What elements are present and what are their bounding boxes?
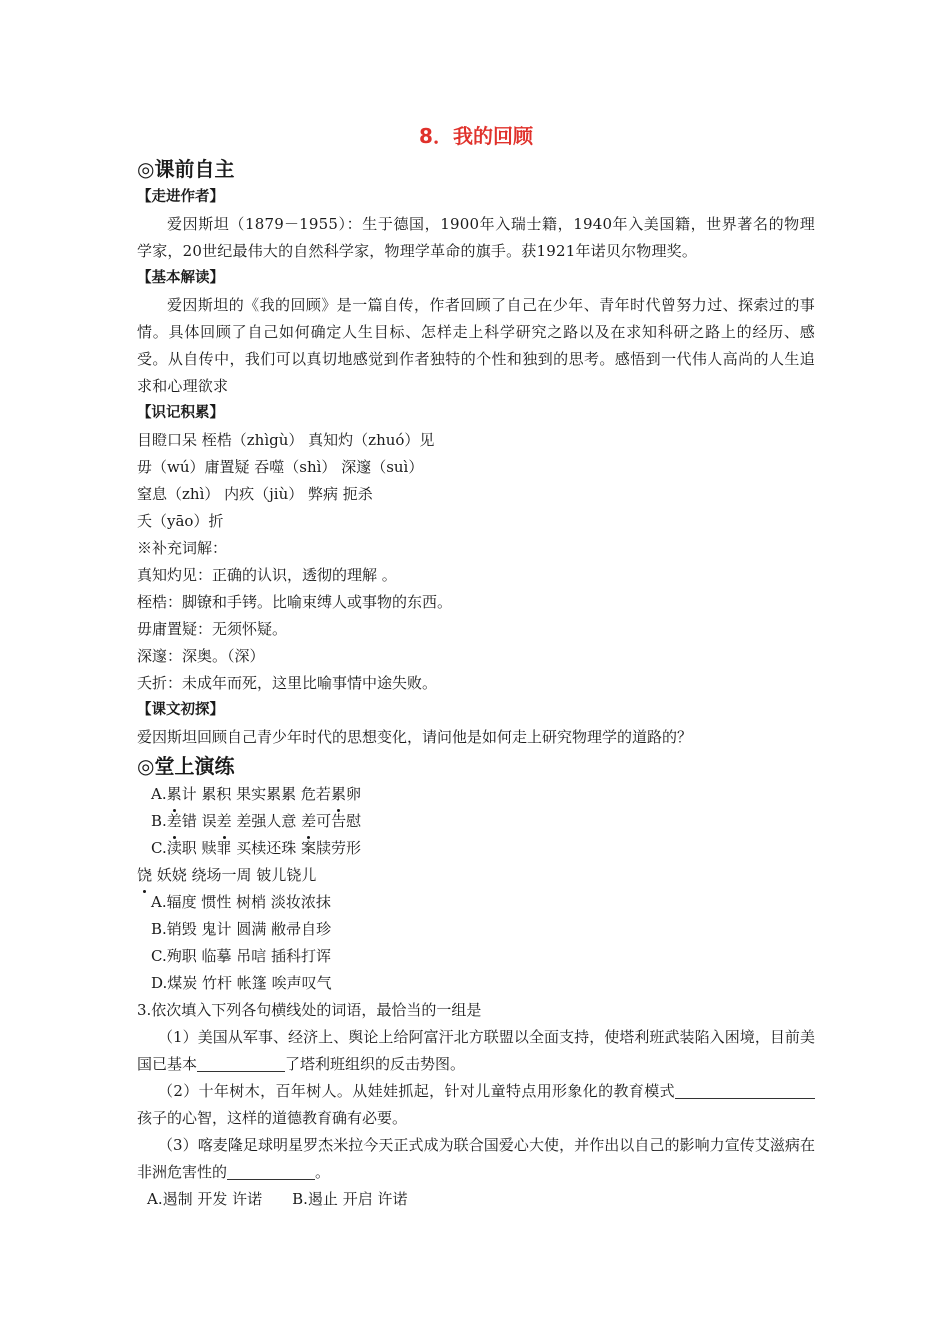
vocab-line: 目瞪口呆 桎梏（zhìgù） 真知灼（zhuó）见 xyxy=(137,431,435,449)
reading-heading: 【基本解读】 xyxy=(137,270,224,286)
document-page xyxy=(137,118,815,1213)
section-pre-class: ◎课前自主 xyxy=(137,157,235,181)
fill-blank xyxy=(197,1053,285,1072)
explore-heading: 【课文初探】 xyxy=(137,702,224,718)
vocab-definition: 毋庸置疑：无须怀疑。 xyxy=(137,620,288,638)
document-title: 8．我的回顾 xyxy=(419,124,533,148)
vocab-definition: 深邃：深奥。（深） xyxy=(137,647,265,665)
vocab-heading: 【识记积累】 xyxy=(137,405,224,421)
fill-blank xyxy=(769,1080,815,1099)
dotted-char: 饶 xyxy=(137,862,152,889)
q2-option-d: D.煤炭 竹杆 帐篷 唉声叹气 xyxy=(151,974,332,992)
q2-option-a: A.辐度 惯性 树梢 淡妆浓抹 xyxy=(151,893,331,911)
q2-option-b: B.销毁 鬼计 圆满 敝帚自珍 xyxy=(151,920,332,938)
q3-sentence-3: （3）喀麦隆足球明星罗杰米拉今天正式成为联合国爱心大使，并作出以自己的影响力宣传艾滋病在非洲危害性的 。 xyxy=(137,1136,815,1181)
q1-option-b: B.差错 误差 差强人意 差可告慰 xyxy=(137,808,815,835)
explore-question: 爱因斯坦回顾自己青少年时代的思想变化，请问他是如何走上研究物理学的道路的？ xyxy=(137,728,693,746)
vocab-line: 窒息（zhì） 内疚（jiù） 弊病 扼杀 xyxy=(137,485,373,503)
q1-option-a: A.累计 累积 果实累累 危若累卵 xyxy=(137,781,815,808)
dotted-char: 累 xyxy=(331,781,346,808)
dotted-char: 差 xyxy=(301,808,316,835)
dotted-char: 差 xyxy=(167,808,182,835)
q2-option-c: C.殉职 临摹 吊唁 插科打诨 xyxy=(151,947,332,965)
vocab-line: 夭（yāo）折 xyxy=(137,512,224,530)
q3-options: A.遏制 开发 许诺 B.遏止 开启 许诺 xyxy=(147,1190,408,1208)
dotted-char: 差 xyxy=(217,808,232,835)
q3-sentence-2: （2）十年树木，百年树人。从娃娃抓起，针对儿童特点用形象化的教育模式孩子的心智，这样的道德教育确有必要。 xyxy=(137,1078,815,1132)
vocab-note-heading: ※补充词解： xyxy=(137,539,228,557)
q1-option-c: C.渎职 赎罪 买椟还珠 案牍劳形 xyxy=(151,839,362,857)
fill-blank xyxy=(675,1080,769,1099)
vocab-line: 毋（wú）庸置疑 吞噬（shì） 深邃（suì） xyxy=(137,458,424,476)
fill-blank xyxy=(227,1161,315,1180)
vocab-definition: 夭折：未成年而死，这里比喻事情中途失败。 xyxy=(137,674,438,692)
section-in-class: ◎堂上演练 xyxy=(137,754,235,778)
author-heading: 【走进作者】 xyxy=(137,189,224,205)
vocab-definition: 桎梏：脚镣和手铐。比喻束缚人或事物的东西。 xyxy=(137,593,453,611)
dotted-char: 累 xyxy=(167,781,182,808)
reading-text: 爱因斯坦的《我的回顾》是一篇自传，作者回顾了自己在少年、青年时代曾努力过、探索过的事情。具体回顾了自己如何确定人生目标、怎样走上科学研究之路以及在求知科研之路上的经历、感受。从自传中，我们可以真切地感觉到作者独特的个性和独到的思考。感悟到一代伟人高尚的人生追求和心理欲求 xyxy=(137,296,815,395)
vocab-definition: 真知灼见：正确的认识，透彻的理解 。 xyxy=(137,566,397,584)
author-text: 爱因斯坦（1879－1955）：生于德国，1900年入瑞士籍，1940年入美国籍，世界著名的物理学家，20世纪最伟大的自然科学家，物理学革命的旗手。获1921年诺贝尔物理奖。 xyxy=(137,215,815,260)
q3-sentence-1: （1）美国从军事、经济上、舆论上给阿富汗北方联盟以全面支持，使塔利班武装陷入困境，目前美国已基本 了塔利班组织的反击势图。 xyxy=(137,1028,815,1073)
q1-option-d: 饶 妖娆 绕场一周 铍儿铙儿 xyxy=(137,862,815,889)
q3-stem: 3.依次填入下列各句横线处的词语，最恰当的一组是 xyxy=(137,1001,482,1019)
